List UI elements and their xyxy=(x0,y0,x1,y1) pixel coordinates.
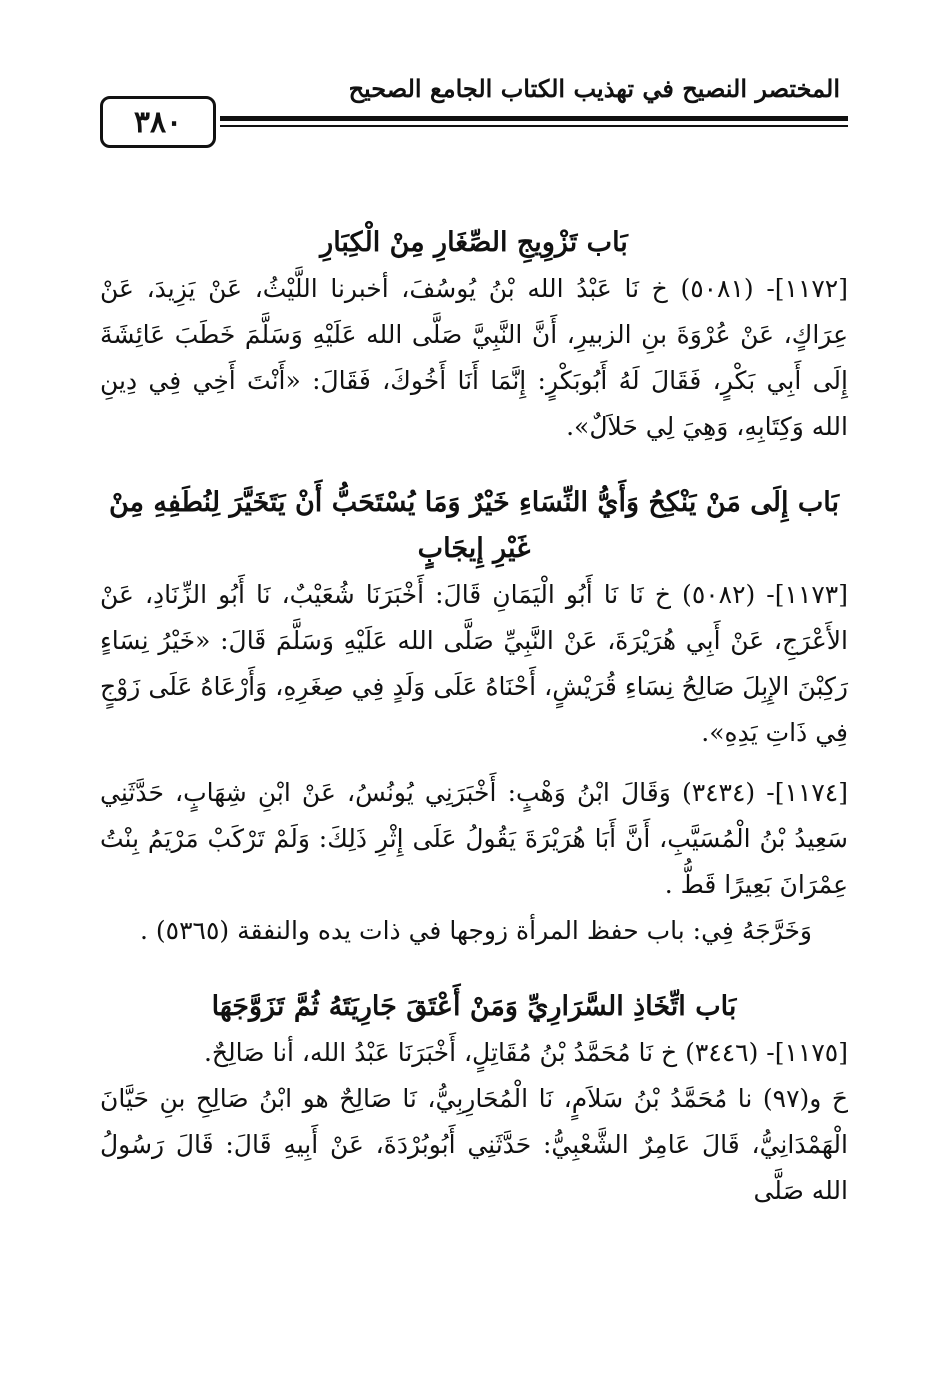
hadith-paragraph: [١١٧٣]- (٥٠٨٢) خ نَا نَا أَبُو الْيَمَانِ قَالَ: أَخْبَرَنَا شُعَيْبٌ، نَا أَبُو الزِّنَادِ، عَنْ الأَعْرَجِ، عَنْ أَبِي هُرَيْرَةَ، عَنْ النَّبِيِّ صَلَّى الله عَلَيْهِ وَسَلَّمَ قَالَ: «خَيْرُ نِسَاءٍ رَكِبْنَ الإِبِلَ صَالِحُ نِسَاءِ قُرَيْشٍ، أَحْنَاهُ عَلَى وَلَدٍ فِي صِغَرِهِ، وَأَرْعَاهُ عَلَى زَوْجٍ فِي ذَاتِ يَدِهِ». xyxy=(100,580,848,747)
chapter-heading: بَاب إِلَى مَنْ يَنْكِحُ وَأَيُّ النِّسَاءِ خَيْرٌ وَمَا يُسْتَحَبُّ أَنْ يَتَخَيَّرَ لِنُطَفِهِ مِنْ غَيْرِ إِيجَابٍ xyxy=(108,487,840,564)
chapter-heading: بَاب اتِّخَاذِ السَّرَارِيِّ وَمَنْ أَعْتَقَ جَارِيَتَهُ ثُمَّ تَزَوَّجَهَا xyxy=(211,991,737,1022)
page-number: ٣٨٠ xyxy=(133,104,183,140)
hadith-paragraph: [١١٧٥]- (٣٤٤٦) خ نَا مُحَمَّدُ بْنُ مُقَاتِلٍ، أَخْبَرَنَا عَبْدُ الله، أنا صَالِحٌ. xyxy=(203,1038,848,1067)
page-number-box xyxy=(100,96,216,148)
chapter-heading: بَاب تَزْوِيجِ الصِّغَارِ مِنْ الْكِبَارِ xyxy=(320,227,628,258)
page-body xyxy=(100,220,848,1214)
header-rule-thin xyxy=(220,125,848,127)
hadith-paragraph: [١١٧٢]- (٥٠٨١) خ نَا عَبْدُ الله بْنُ يُوسُفَ، أخبرنا اللَّيْثُ، عَنْ يَزِيدَ، عَنْ عِرَاكٍ، عَنْ عُرْوَةَ بنِ الزبيرِ، أَنَّ النَّبِيَّ صَلَّى الله عَلَيْهِ وَسَلَّمَ خَطَبَ عَائِشَةَ إِلَى أَبِي بَكْرٍ، فَقَالَ لَهُ أَبُوبَكْرٍ: إِنَّمَا أَنَا أَخُوكَ، فَقَالَ: «أَنْتَ أَخِي فِي دِينِ الله وَكِتَابِهِ، وَهِيَ لِي حَلاَلٌ». xyxy=(100,274,848,441)
page-header xyxy=(100,60,848,155)
hadith-paragraph: حَ و(٩٧) نا مُحَمَّدُ بْنُ سَلاَمٍ، نَا الْمُحَارِبِيُّ، نَا صَالِحٌ هو ابْنُ صَالِحِ بنِ حَيَّانَ الْهَمْدَانِيُّ، قَالَ عَامِرٌ الشَّعْبِيُّ: حَدَّثَنِي أَبُوبُرْدَةَ، عَنْ أَبِيهِ قَالَ: قَالَ رَسُولُ الله صَلَّى xyxy=(100,1084,848,1205)
running-title: المختصر النصيح في تهذيب الكتاب الجامع الصحيح xyxy=(348,74,840,103)
reference-note: وَخَرَّجَهُ فِي: باب حفظ المرأة زوجها في ذات يده والنفقة (٥٣٦٥) . xyxy=(140,916,812,945)
header-rule-thick xyxy=(220,116,848,121)
hadith-paragraph: [١١٧٤]- (٣٤٣٤) وَقَالَ ابْنُ وَهْبٍ: أَخْبَرَنِي يُونُسُ، عَنْ ابْنِ شِهَابٍ، حَدَّثَنِي سَعِيدُ بْنُ الْمُسَيَّبِ، أَنَّ أَبَا هُرَيْرَةَ يَقُولُ عَلَى إِثْرِ ذَلِكَ: وَلَمْ تَرْكَبْ مَرْيَمُ بِنْتُ عِمْرَانَ بَعِيرًا قَطُّ . xyxy=(100,778,848,899)
